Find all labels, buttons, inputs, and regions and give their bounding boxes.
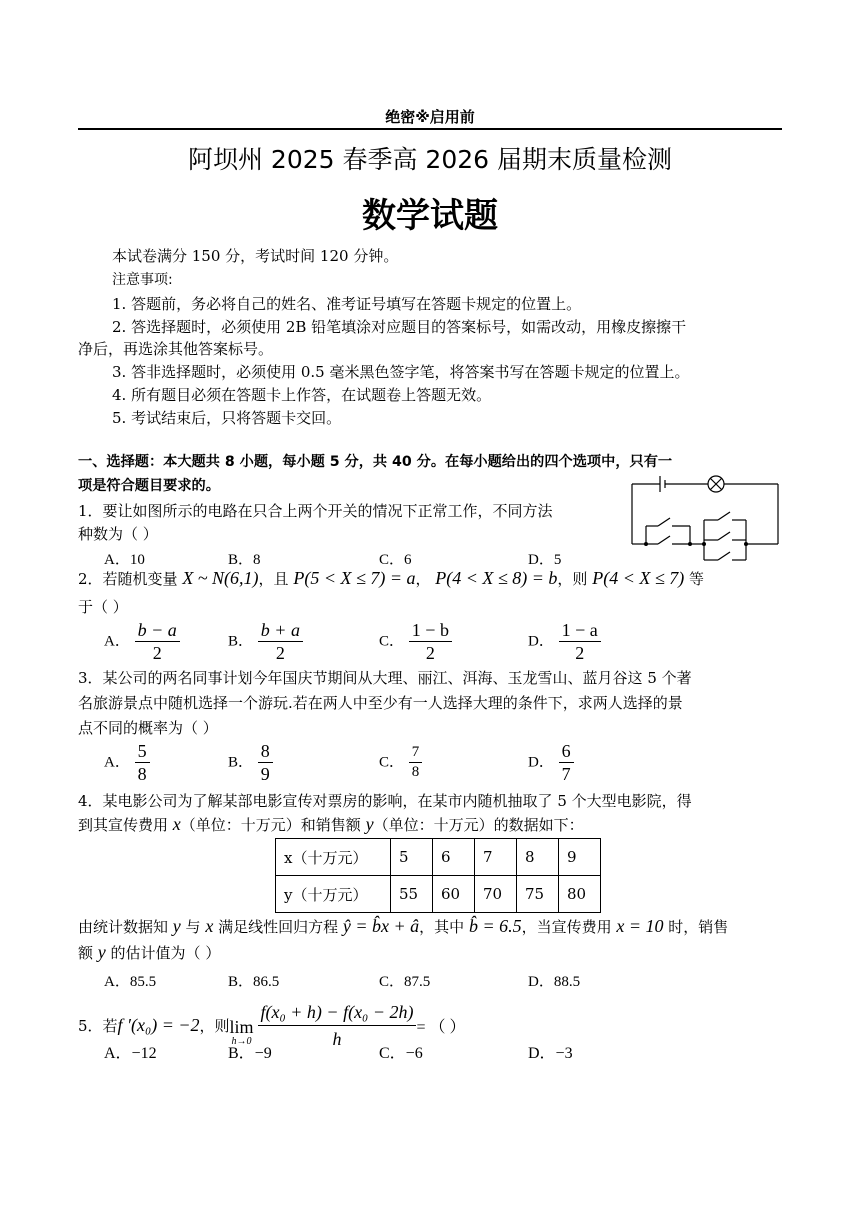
exam-info: 本试卷满分 150 分，考试时间 120 分钟。: [112, 247, 399, 265]
q4-var-y3: y: [97, 942, 106, 962]
q5-lim-word: lim: [229, 1017, 254, 1037]
q4-option-c: C．87.5: [379, 974, 431, 990]
q4-var-x: x: [172, 814, 181, 834]
q4-line2-a: 到其宣传费用: [78, 816, 173, 834]
q4-text-cont2: [78, 916, 728, 937]
q3-option-b-fraction: [258, 741, 273, 784]
exam-title: 阿坝州 2025 春季高 2026 届期末质量检测: [187, 145, 673, 174]
q2-option-d-den: 2: [575, 643, 585, 663]
notes-title: 注意事项:: [112, 272, 173, 288]
table-row: [276, 876, 601, 913]
q2-option-c-fraction: [409, 620, 452, 663]
q2-option-b-den: 2: [275, 643, 285, 663]
q1-text-cont: 种数为（ ）: [78, 525, 158, 543]
q3-option-c-label: C．: [379, 754, 405, 771]
q3-option-b-label: B．: [228, 754, 254, 771]
q2-option-a: [104, 620, 180, 663]
q4-option-d: D．88.5: [528, 974, 581, 990]
q2-option-d-label: D．: [528, 633, 554, 650]
q4-xval: x = 10: [616, 916, 664, 936]
q2-option-d-fraction: [559, 620, 601, 663]
table-cell: 8: [517, 839, 559, 876]
q3-option-b-num: 8: [258, 741, 273, 763]
table-row-header: x（十万元）: [276, 839, 391, 876]
q3-option-a-num: 5: [135, 741, 150, 763]
table-cell: 9: [559, 839, 601, 876]
q2-option-d-num: 1 − a: [559, 620, 601, 642]
q2-text: [78, 568, 704, 589]
q4-text-cont: [78, 814, 584, 835]
header-rule: [78, 128, 782, 130]
q3-option-a-den: 8: [137, 764, 147, 784]
q5-option-c: C．−6: [379, 1045, 423, 1062]
table-cell: 7: [475, 839, 517, 876]
q3-option-d-label: D．: [528, 754, 554, 771]
q4-regression-equation: ŷ = b̂x + â: [342, 916, 420, 936]
q2-prefix: 2．若随机变量: [78, 570, 183, 588]
q3-option-d-den: 7: [561, 764, 571, 784]
q4-line3-c: 满足线性回归方程: [213, 918, 343, 936]
q4-var-y: y: [365, 814, 374, 834]
q2-option-d: [528, 620, 601, 663]
note-2-cont: 净后，再选涂其他答案标号。: [78, 340, 274, 358]
q5-condition: f ′(x₀) = −2: [117, 1015, 200, 1035]
table-cell: 5: [391, 839, 433, 876]
q4-data-table: [275, 838, 601, 913]
q3-option-a: [104, 741, 150, 784]
table-cell: 60: [433, 876, 475, 913]
q2-option-b-label: B．: [228, 633, 254, 650]
q2-mid2: ，: [415, 570, 436, 588]
note-5: 5. 考试结束后，只将答题卡交回。: [112, 409, 342, 427]
q2-option-b: [228, 620, 303, 663]
q2-mid3: ，则: [557, 570, 593, 588]
q3-option-a-label: A．: [104, 754, 130, 771]
q2-option-a-fraction: [135, 620, 180, 663]
q2-option-c: [379, 620, 452, 663]
table-row-header: y（十万元）: [276, 876, 391, 913]
q2-option-c-num: 1 − b: [409, 620, 452, 642]
q4-line2-c: （单位：十万元）的数据如下：: [373, 816, 584, 834]
q5-numerator: f(x₀ + h) − f(x₀ − 2h): [258, 1000, 417, 1026]
q2-prob-a: P(5 < X ≤ 7) = a: [293, 568, 416, 588]
q3-option-c: [379, 744, 422, 781]
q2-option-a-den: 2: [152, 643, 162, 663]
note-1: 1. 答题前，务必将自己的姓名、准考证号填写在答题卡规定的位置上。: [112, 295, 582, 313]
q2-option-c-den: 2: [425, 643, 435, 663]
q3-option-c-den: 8: [411, 764, 420, 780]
q1-text: 1．要让如图所示的电路在只合上两个开关的情况下正常工作，不同方法: [78, 502, 553, 520]
q1-option-c: C．6: [379, 552, 412, 568]
q1-option-a: A．10: [104, 552, 145, 568]
q5-option-b: B．−9: [228, 1045, 272, 1062]
q4-line3-f: 时，销售: [663, 918, 729, 936]
q5-lim-sub: h→0: [231, 1036, 252, 1047]
q5-mid: ，则: [199, 1017, 230, 1035]
q3-option-d-num: 6: [559, 741, 574, 763]
q4-line4-a: 额: [78, 944, 98, 962]
q3-text-cont2: 点不同的概率为（ ）: [78, 719, 218, 737]
q2-option-c-label: C．: [379, 633, 405, 650]
table-cell: 75: [517, 876, 559, 913]
q5-option-d: D．−3: [528, 1045, 573, 1062]
q4-line4-b: 的估计值为（ ）: [105, 944, 221, 962]
q2-option-a-label: A．: [104, 633, 130, 650]
note-3: 3. 答非选择题时，必须使用 0.5 毫米黑色签字笔，将答案书写在答题卡规定的位置上。: [112, 363, 690, 381]
q4-line3-e: ，当宣传费用: [521, 918, 617, 936]
note-4: 4. 所有题目必须在答题卡上作答，在试题卷上答题无效。: [112, 386, 492, 404]
q4-var-x2: x: [205, 916, 214, 936]
q3-option-c-num: 7: [409, 744, 423, 763]
table-row: [276, 839, 601, 876]
section1-heading: 一、选择题：本大题共 8 小题，每小题 5 分，共 40 分。在每小题给出的四个选项中，只有一: [78, 454, 673, 470]
table-cell: 6: [433, 839, 475, 876]
q2-prob-b: P(4 < X ≤ 8) = b: [435, 568, 558, 588]
q4-line3-d: ，其中: [419, 918, 469, 936]
section1-heading-cont: 项是符合题目要求的。: [78, 478, 220, 494]
q2-option-b-num: b + a: [258, 620, 303, 642]
q4-line3-a: 由统计数据知: [78, 918, 173, 936]
q4-text-cont3: [78, 942, 220, 963]
q3-option-a-fraction: [135, 741, 150, 784]
table-cell: 55: [391, 876, 433, 913]
q3-option-d-fraction: [559, 741, 574, 784]
q2-mid1: ，且: [258, 570, 294, 588]
q4-var-y2: y: [172, 916, 181, 936]
q4-bhat: b̂ = 6.5: [468, 916, 522, 936]
q5-prefix: 5．若: [78, 1017, 118, 1035]
q2-option-a-num: b − a: [135, 620, 180, 642]
table-cell: 70: [475, 876, 517, 913]
note-2: 2. 答选择题时，必须使用 2B 铅笔填涂对应题目的答案标号，如需改动，用橡皮擦擦干: [112, 318, 687, 336]
q3-text-cont1: 名旅游景点中随机选择一个游玩.若在两人中至少有一人选择大理的条件下，求两人选择的景: [78, 694, 683, 712]
q3-text: 3．某公司的两名同事计划今年国庆节期间从大理、丽江、洱海、玉龙雪山、蓝月谷这 5 个著: [78, 669, 692, 687]
confidential-label: 绝密※启用前: [385, 108, 475, 126]
q3-option-b-den: 9: [260, 764, 270, 784]
q1-option-b: B．8: [228, 552, 261, 568]
q5-suffix: = （ ）: [416, 1019, 466, 1036]
q2-suffix: 等: [684, 570, 704, 588]
table-cell: 80: [559, 876, 601, 913]
q3-option-c-fraction: [409, 744, 423, 781]
q5-denominator: h: [332, 1029, 342, 1049]
q4-line2-b: （单位：十万元）和销售额: [180, 816, 366, 834]
q2-text-cont: 于（ ）: [78, 598, 128, 616]
q5-option-a: A．−12: [104, 1045, 157, 1062]
subject-title: 数学试题: [362, 196, 498, 236]
q2-option-b-fraction: [258, 620, 303, 663]
q4-option-a: A．85.5: [104, 974, 157, 990]
q2-prob-target: P(4 < X ≤ 7): [592, 568, 685, 588]
q2-distribution: X ~ N(6,1): [182, 568, 259, 588]
q4-option-b: B．86.5: [228, 974, 280, 990]
q4-text: 4．某电影公司为了解某部电影宣传对票房的影响，在某市内随机抽取了 5 个大型电影院，得: [78, 792, 692, 810]
circuit-diagram: [628, 472, 782, 568]
q4-line3-b: 与: [180, 918, 206, 936]
q3-option-d: [528, 741, 574, 784]
q3-option-b: [228, 741, 273, 784]
q1-option-d: D．5: [528, 552, 562, 568]
